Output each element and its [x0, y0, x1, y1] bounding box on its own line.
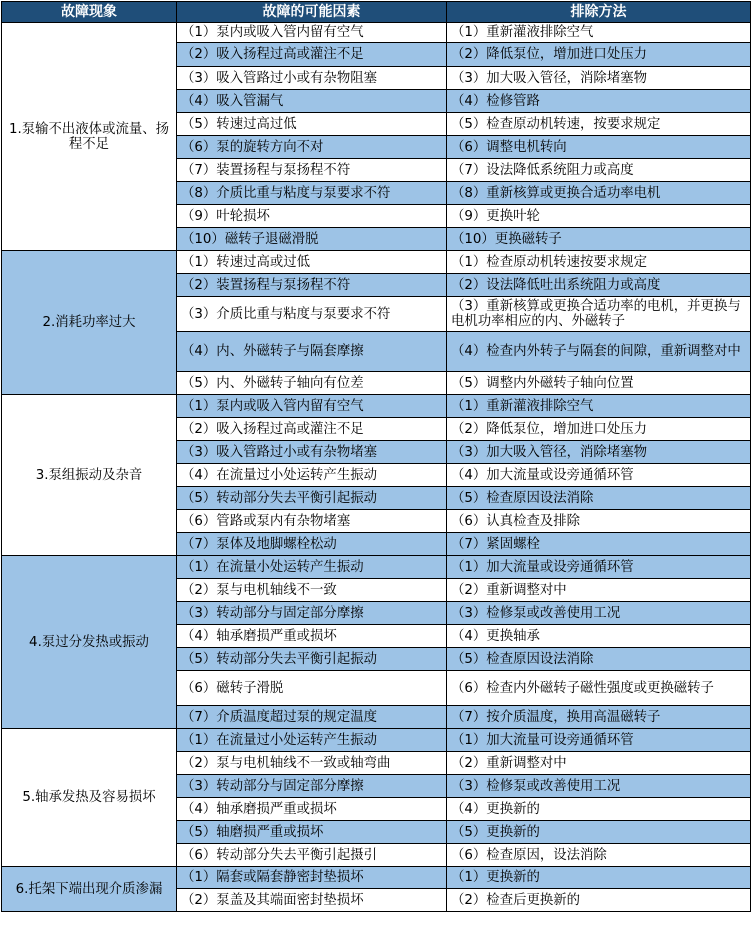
table-row: [2, 867, 751, 889]
header-row: [2, 2, 751, 23]
table-row: [2, 251, 751, 274]
cause-cell: （2）吸入扬程过高或灌注不足: [177, 43, 447, 67]
cause-cell: （6）转动部分失去平衡引起摄引: [177, 844, 447, 867]
cause-cell: （4）轴承磨损严重或损坏: [177, 625, 447, 648]
fix-cell: （10）更换磁转子: [447, 228, 751, 251]
fix-cell: （3）重新核算或更换合适功率的电机，并更换与电机功率相应的内、外磁转子: [447, 297, 751, 332]
fix-cell: （5）更换新的: [447, 821, 751, 844]
cause-cell: （1）泵内或吸入管内留有空气: [177, 23, 447, 43]
cause-cell: （3）转动部分与固定部分摩擦: [177, 602, 447, 625]
symptom-cell: 4.泵过分发热或振动: [2, 556, 177, 729]
fix-cell: （5）检查原因设法消除: [447, 648, 751, 671]
cause-cell: （3）介质比重与粘度与泵要求不符: [177, 297, 447, 332]
cause-cell: （6）管路或泵内有杂物堵塞: [177, 510, 447, 533]
cause-cell: （9）叶轮损坏: [177, 205, 447, 228]
fix-cell: （4）检修管路: [447, 90, 751, 113]
cause-cell: （4）在流量过小处运转产生振动: [177, 464, 447, 487]
cause-cell: （2）装置扬程与泵扬程不符: [177, 274, 447, 297]
fix-cell: （1）检查原动机转速按要求规定: [447, 251, 751, 274]
cause-cell: （2）吸入扬程过高或灌注不足: [177, 418, 447, 441]
fix-cell: （3）检修泵或改善使用工况: [447, 775, 751, 798]
fix-cell: （2）重新调整对中: [447, 579, 751, 602]
cause-cell: （5）转动部分失去平衡引起振动: [177, 487, 447, 510]
symptom-cell: 3.泵组振动及杂音: [2, 395, 177, 556]
fix-cell: （6）认真检查及排除: [447, 510, 751, 533]
fix-cell: （7）设法降低系统阻力或高度: [447, 159, 751, 182]
fix-cell: （3）加大吸入管径，消除堵塞物: [447, 441, 751, 464]
table-row: [2, 556, 751, 579]
cause-cell: （5）轴磨损严重或损坏: [177, 821, 447, 844]
table-body: [2, 23, 751, 912]
fix-cell: （6）调整电机转向: [447, 136, 751, 159]
fix-cell: （6）检查原因，设法消除: [447, 844, 751, 867]
fix-cell: （2）重新调整对中: [447, 752, 751, 775]
symptom-cell: 5.轴承发热及容易损坏: [2, 729, 177, 867]
cause-cell: （1）隔套或隔套静密封垫损坏: [177, 867, 447, 889]
symptom-cell: 1.泵输不出液体或流量、扬程不足: [2, 23, 177, 251]
table-row: [2, 23, 751, 43]
fix-cell: （4）检查内外转子与隔套的间隙，重新调整对中: [447, 332, 751, 372]
table-row: [2, 729, 751, 752]
fix-cell: （9）更换叶轮: [447, 205, 751, 228]
cause-cell: （1）在流量过小处运转产生振动: [177, 729, 447, 752]
header-symptom: 故障现象: [2, 2, 177, 23]
fix-cell: （7）紧固螺栓: [447, 533, 751, 556]
fix-cell: （2）降低泵位，增加进口处压力: [447, 43, 751, 67]
fix-cell: （1）加大流量可设旁通循环管: [447, 729, 751, 752]
fix-cell: （2）设法降低吐出系统阻力或高度: [447, 274, 751, 297]
cause-cell: （6）磁转子滑脱: [177, 671, 447, 706]
fix-cell: （3）检修泵或改善使用工况: [447, 602, 751, 625]
fix-cell: （1）重新灌液排除空气: [447, 23, 751, 43]
cause-cell: （5）内、外磁转子轴向有位差: [177, 372, 447, 395]
cause-cell: （3）吸入管路过小或有杂物堵塞: [177, 441, 447, 464]
cause-cell: （2）泵与电机轴线不一致: [177, 579, 447, 602]
fix-cell: （4）更换新的: [447, 798, 751, 821]
cause-cell: （6）泵的旋转方向不对: [177, 136, 447, 159]
table-row: [2, 395, 751, 418]
fix-cell: （1）更换新的: [447, 867, 751, 889]
cause-cell: （1）转速过高或过低: [177, 251, 447, 274]
symptom-cell: 6.托架下端出现介质渗漏: [2, 867, 177, 912]
fault-table: [1, 1, 751, 912]
cause-cell: （2）泵盖及其端面密封垫损坏: [177, 889, 447, 912]
cause-cell: （7）介质温度超过泵的规定温度: [177, 706, 447, 729]
cause-cell: （4）轴承磨损严重或损坏: [177, 798, 447, 821]
cause-cell: （8）介质比重与粘度与泵要求不符: [177, 182, 447, 205]
fix-cell: （7）按介质温度，换用高温磁转子: [447, 706, 751, 729]
fix-cell: （1）加大流量或设旁通循环管: [447, 556, 751, 579]
cause-cell: （10）磁转子退磁滑脱: [177, 228, 447, 251]
fix-cell: （5）调整内外磁转子轴向位置: [447, 372, 751, 395]
fix-cell: （2）检查后更换新的: [447, 889, 751, 912]
cause-cell: （4）吸入管漏气: [177, 90, 447, 113]
fix-cell: （5）检查原因设法消除: [447, 487, 751, 510]
cause-cell: （3）转动部分与固定部分摩擦: [177, 775, 447, 798]
cause-cell: （1）在流量小处运转产生振动: [177, 556, 447, 579]
symptom-cell: 2.消耗功率过大: [2, 251, 177, 395]
fix-cell: （5）检查原动机转速，按要求规定: [447, 113, 751, 136]
cause-cell: （7）泵体及地脚螺栓松动: [177, 533, 447, 556]
header-cause: 故障的可能因素: [177, 2, 447, 23]
fix-cell: （4）加大流量或设旁通循环管: [447, 464, 751, 487]
cause-cell: （3）吸入管路过小或有杂物阻塞: [177, 67, 447, 90]
fix-cell: （1）重新灌液排除空气: [447, 395, 751, 418]
fix-cell: （8）重新核算或更换合适功率电机: [447, 182, 751, 205]
header-fix: 排除方法: [447, 2, 751, 23]
fix-cell: （3）加大吸入管径，消除堵塞物: [447, 67, 751, 90]
cause-cell: （5）转动部分失去平衡引起振动: [177, 648, 447, 671]
cause-cell: （2）泵与电机轴线不一致或轴弯曲: [177, 752, 447, 775]
cause-cell: （1）泵内或吸入管内留有空气: [177, 395, 447, 418]
cause-cell: （4）内、外磁转子与隔套摩擦: [177, 332, 447, 372]
fix-cell: （2）降低泵位，增加进口处压力: [447, 418, 751, 441]
fix-cell: （4）更换轴承: [447, 625, 751, 648]
cause-cell: （7）装置扬程与泵扬程不符: [177, 159, 447, 182]
cause-cell: （5）转速过高过低: [177, 113, 447, 136]
fix-cell: （6）检查内外磁转子磁性强度或更换磁转子: [447, 671, 751, 706]
